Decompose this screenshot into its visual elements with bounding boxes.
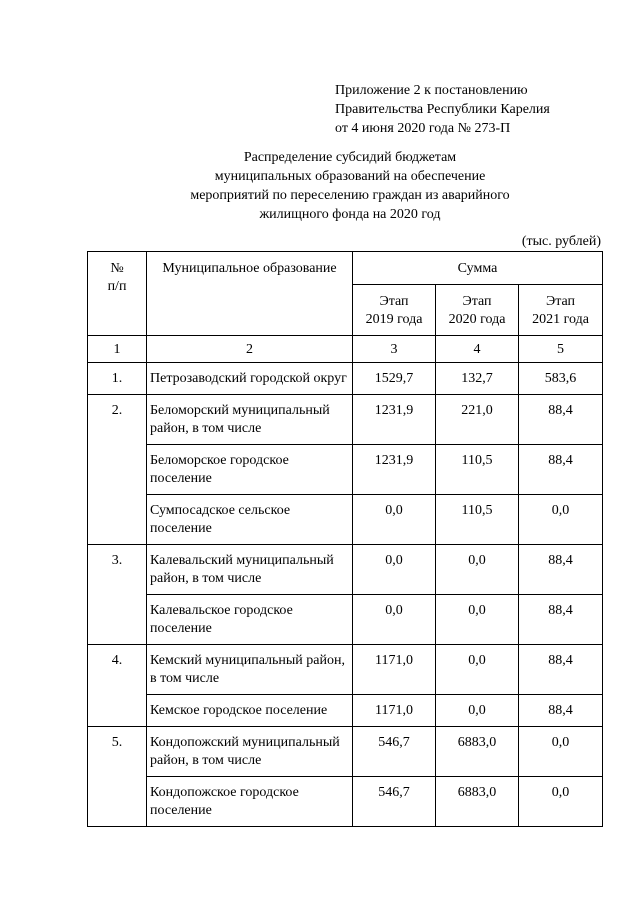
row-municipality: Кондопожский муниципальный район, в том числе bbox=[147, 727, 353, 777]
table-row bbox=[88, 595, 603, 645]
column-numbers-row bbox=[88, 336, 603, 363]
header-municipality: Муниципальное образование bbox=[147, 252, 353, 336]
table-body bbox=[88, 363, 603, 827]
title-line-4: жилищного фонда на 2020 год bbox=[259, 207, 441, 222]
row-number: 1. bbox=[88, 363, 147, 395]
row-value-2020: 6883,0 bbox=[436, 777, 519, 827]
table-row bbox=[88, 445, 603, 495]
row-value-2021: 88,4 bbox=[519, 395, 603, 445]
header-stage-2019-line-2: 2019 года bbox=[365, 312, 423, 327]
header-number-line-2: п/п bbox=[107, 279, 127, 294]
row-municipality: Калевальское городское поселение bbox=[147, 595, 353, 645]
row-municipality: Кемское городское поселение bbox=[147, 695, 353, 727]
appendix-line-1: Приложение 2 к постановлению bbox=[335, 83, 528, 98]
row-value-2021: 88,4 bbox=[519, 595, 603, 645]
row-value-2019: 1529,7 bbox=[353, 363, 436, 395]
row-value-2019: 0,0 bbox=[353, 495, 436, 545]
row-value-2020: 221,0 bbox=[436, 395, 519, 445]
row-value-2021: 0,0 bbox=[519, 495, 603, 545]
header-stage-2021-line-1: Этап bbox=[545, 294, 576, 309]
appendix-line-2: Правительства Республики Карелия bbox=[335, 102, 550, 117]
table-row bbox=[88, 395, 603, 445]
row-value-2021: 88,4 bbox=[519, 545, 603, 595]
header-number bbox=[88, 252, 147, 336]
header-stage-2020-line-1: Этап bbox=[462, 294, 492, 309]
table-row bbox=[88, 645, 603, 695]
table-row bbox=[88, 777, 603, 827]
table-header bbox=[88, 252, 603, 363]
document-title bbox=[0, 148, 640, 224]
row-municipality: Сумпосадское сельское поселение bbox=[147, 495, 353, 545]
row-value-2020: 0,0 bbox=[436, 545, 519, 595]
row-value-2021: 88,4 bbox=[519, 695, 603, 727]
table-row bbox=[88, 695, 603, 727]
column-number: 1 bbox=[88, 336, 147, 363]
subsidy-table bbox=[87, 251, 603, 827]
row-number: 5. bbox=[88, 727, 147, 827]
row-value-2020: 0,0 bbox=[436, 645, 519, 695]
row-value-2019: 1171,0 bbox=[353, 645, 436, 695]
row-municipality: Беломорское городское поселение bbox=[147, 445, 353, 495]
row-value-2020: 0,0 bbox=[436, 695, 519, 727]
row-municipality: Кондопожское городское поселение bbox=[147, 777, 353, 827]
row-value-2019: 546,7 bbox=[353, 777, 436, 827]
row-value-2021: 583,6 bbox=[519, 363, 603, 395]
column-number: 5 bbox=[519, 336, 603, 363]
header-stage-2020-line-2: 2020 года bbox=[448, 312, 506, 327]
column-number: 3 bbox=[353, 336, 436, 363]
row-value-2019: 0,0 bbox=[353, 545, 436, 595]
title-line-2: муниципальных образований на обеспечение bbox=[214, 169, 486, 184]
header-number-line-1: № bbox=[110, 261, 124, 276]
table-row bbox=[88, 495, 603, 545]
appendix-line-3: от 4 июня 2020 года № 273-П bbox=[335, 121, 511, 136]
column-number: 4 bbox=[436, 336, 519, 363]
row-municipality: Петрозаводский городской округ bbox=[147, 363, 353, 395]
row-value-2020: 110,5 bbox=[436, 495, 519, 545]
row-value-2020: 110,5 bbox=[436, 445, 519, 495]
table-row bbox=[88, 363, 603, 395]
table-row bbox=[88, 727, 603, 777]
header-stage-2019-line-1: Этап bbox=[379, 294, 409, 309]
row-municipality: Кемский муниципальный район, в том числе bbox=[147, 645, 353, 695]
row-value-2021: 88,4 bbox=[519, 445, 603, 495]
row-municipality: Беломорский муниципальный район, в том числе bbox=[147, 395, 353, 445]
row-value-2021: 0,0 bbox=[519, 727, 603, 777]
appendix-reference bbox=[335, 81, 550, 138]
row-value-2019: 0,0 bbox=[353, 595, 436, 645]
row-value-2020: 132,7 bbox=[436, 363, 519, 395]
column-number: 2 bbox=[147, 336, 353, 363]
title-line-1: Распределение субсидий бюджетам bbox=[243, 150, 457, 165]
row-number: 3. bbox=[88, 545, 147, 645]
row-municipality: Калевальский муниципальный район, в том числе bbox=[147, 545, 353, 595]
row-value-2021: 88,4 bbox=[519, 645, 603, 695]
row-value-2019: 1171,0 bbox=[353, 695, 436, 727]
header-sum: Сумма bbox=[353, 252, 603, 285]
row-value-2020: 6883,0 bbox=[436, 727, 519, 777]
table-row bbox=[88, 545, 603, 595]
row-value-2019: 546,7 bbox=[353, 727, 436, 777]
unit-label: (тыс. рублей) bbox=[521, 234, 601, 249]
header-stage-2021 bbox=[519, 285, 603, 336]
row-value-2021: 0,0 bbox=[519, 777, 603, 827]
row-value-2019: 1231,9 bbox=[353, 445, 436, 495]
row-number: 2. bbox=[88, 395, 147, 545]
header-stage-2020 bbox=[436, 285, 519, 336]
title-line-3: мероприятий по переселению граждан из аварийного bbox=[190, 188, 510, 203]
header-stage-2019 bbox=[353, 285, 436, 336]
row-value-2020: 0,0 bbox=[436, 595, 519, 645]
header-stage-2021-line-2: 2021 года bbox=[532, 312, 589, 327]
row-number: 4. bbox=[88, 645, 147, 727]
row-value-2019: 1231,9 bbox=[353, 395, 436, 445]
